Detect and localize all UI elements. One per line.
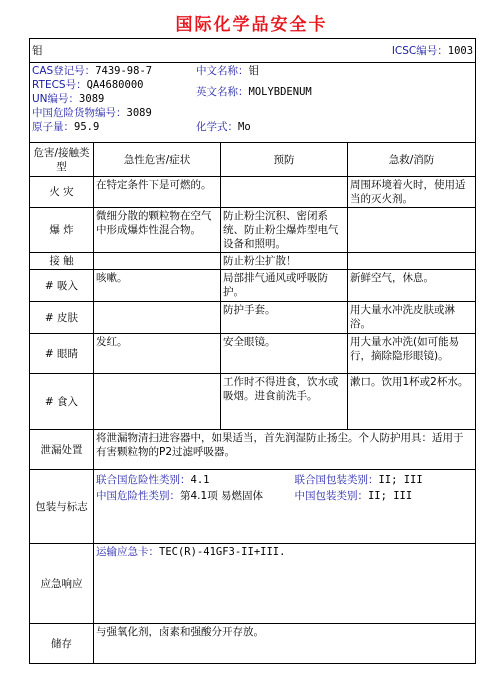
un-packing-group: 联合国包装类别：II; III — [294, 474, 423, 486]
cn-name: 中文名称：钼 — [196, 65, 259, 77]
identity-grid — [32, 64, 473, 134]
cn-packing-group: 中国包装类别：II; III — [294, 490, 413, 502]
icsc-number: ICSC编号：1003 — [391, 44, 474, 57]
storage-row — [30, 624, 476, 664]
spill-row — [30, 430, 476, 470]
header-row — [30, 39, 476, 63]
card-title: 国际化学品安全卡 — [175, 15, 328, 35]
identity-row — [30, 63, 476, 143]
packaging-label: 包装与标志 — [30, 470, 94, 544]
atomic-weight: 原子量：95.9 — [32, 121, 100, 133]
hazard-row: # 吸入 咳嗽。 局部排气通风或呼吸防护。 新鲜空气，休息。 — [30, 270, 476, 302]
un-hazard-class: 联合国危险性类别：4.1 — [96, 474, 210, 486]
emergency-label: 应急响应 — [30, 544, 94, 624]
emergency-row — [30, 544, 476, 624]
cn-dg-number: 中国危险货物编号：3089 — [32, 107, 152, 119]
hazard-row: # 眼睛 发红。 安全眼镜。 用大量水冲洗(如可能易行，摘除隐形眼镜)。 — [30, 334, 476, 374]
formula: 化学式：Mo — [196, 121, 251, 133]
en-name: 英文名称：MOLYBDENUM — [196, 86, 312, 98]
hazard-row: 爆 炸 微细分散的颗粒物在空气中形成爆炸性混合物。 防止粉尘沉积、密闭系统、防止粉尘爆炸型电气设备和照明。 — [30, 208, 476, 253]
spill-text: 将泄漏物清扫进容器中，如果适当，首先润湿防止扬尘。个人防护用具：适用于有害颗粒物的P2过滤呼吸器。 — [94, 430, 476, 470]
emergency-card: 运输应急卡：TEC(R)-41GF3-II+III. — [94, 544, 476, 624]
hazard-row: # 皮肤 防护手套。 用大量水冲洗皮肤或淋浴。 — [30, 302, 476, 334]
chemical-name: 钼 — [32, 44, 43, 57]
cn-hazard-class: 中国危险性类别：第4.1项 易燃固体 — [96, 490, 264, 502]
spill-label: 泄漏处置 — [30, 430, 94, 470]
col-first-aid: 急救/消防 — [348, 143, 476, 177]
rtecs-number: RTECS号：QA4680000 — [32, 79, 144, 91]
hazard-row: 火 灾 在特定条件下是可燃的。 周围环境着火时，使用适当的灭火剂。 — [30, 177, 476, 208]
safety-card-table — [29, 38, 476, 664]
un-number: UN编号：3089 — [32, 93, 105, 105]
cas-number: CAS登记号：7439-98-7 — [32, 65, 153, 77]
hazard-row: 接 触 防止粉尘扩散！ — [30, 253, 476, 270]
column-header-row — [30, 143, 476, 177]
hazard-row: # 食入 工作时不得进食，饮水或吸烟。进食前洗手。 漱口。饮用1杯或2杯水。 — [30, 374, 476, 430]
col-type: 危害/接触类型 — [30, 143, 94, 177]
col-prevention: 预防 — [221, 143, 348, 177]
storage-text: 与强氧化剂，卤素和强酸分开存放。 — [94, 624, 476, 664]
storage-label: 储存 — [30, 624, 94, 664]
col-acute: 急性危害/症状 — [94, 143, 221, 177]
packaging-row — [30, 470, 476, 544]
